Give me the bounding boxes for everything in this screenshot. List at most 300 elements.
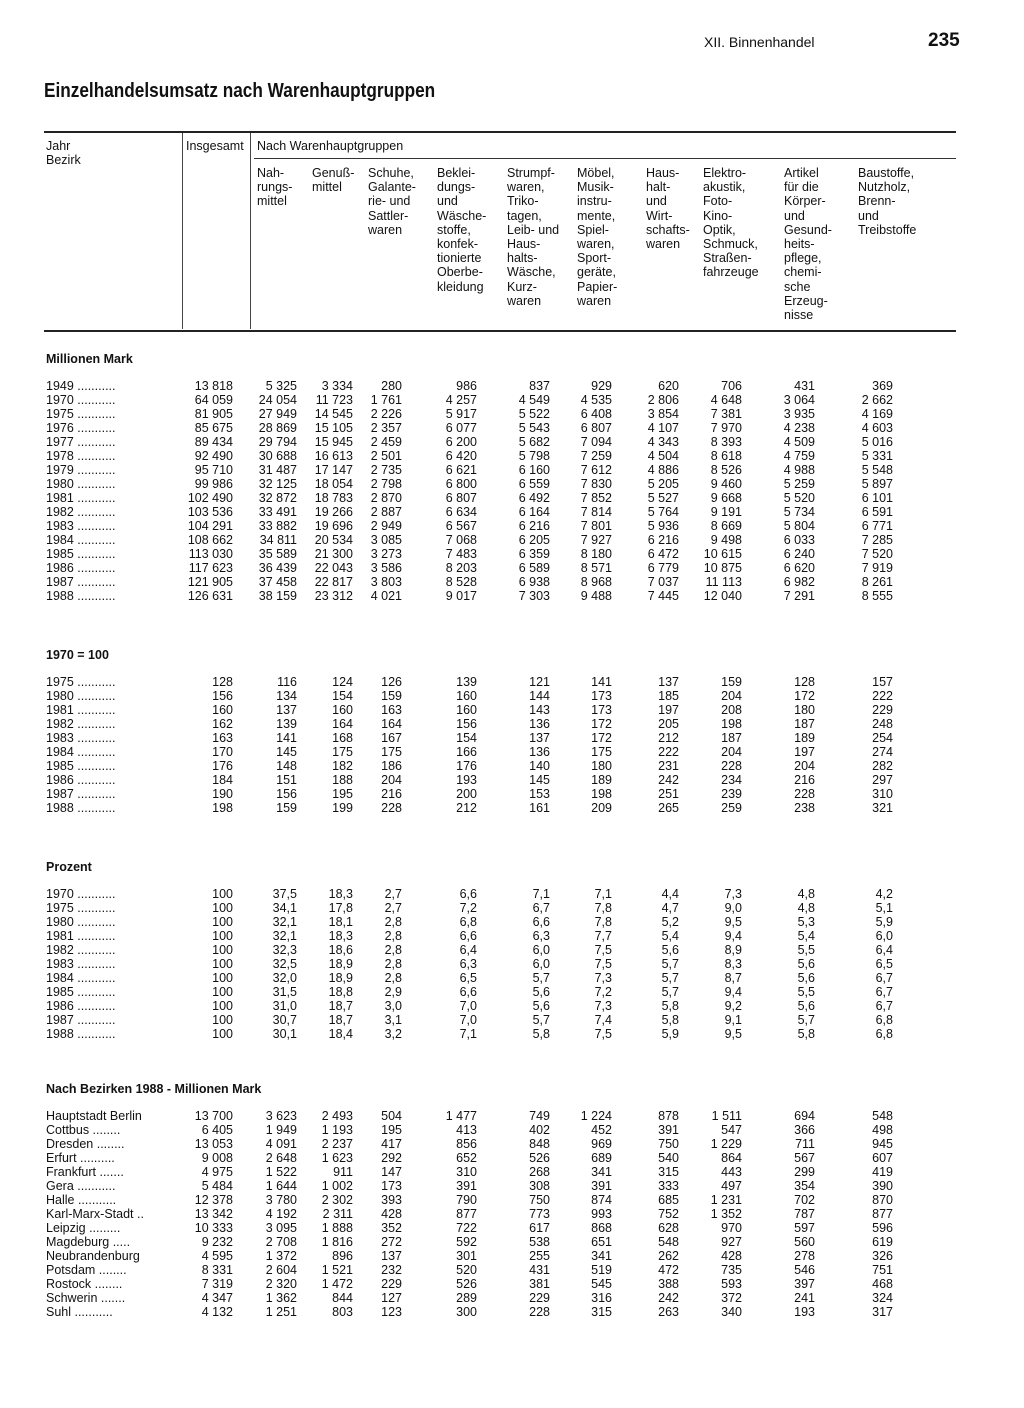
cell-value: 4 504 <box>647 449 679 463</box>
row-label: Magdeburg ..... <box>46 1235 131 1249</box>
cell-value: 18,9 <box>328 957 353 971</box>
category-header-7: Haus- halt- und Wirt- schafts- waren <box>646 166 690 252</box>
cell-value: 2 735 <box>370 463 402 477</box>
cell-value: 36 439 <box>258 561 297 575</box>
cell-value: 4 169 <box>861 407 893 421</box>
cell-value: 1 229 <box>710 1137 742 1151</box>
cell-value: 33 882 <box>258 519 297 533</box>
cell-value: 6 101 <box>861 491 893 505</box>
cell-value: 121 <box>529 675 550 689</box>
cell-value: 136 <box>529 717 550 731</box>
cell-value: 32,1 <box>272 929 297 943</box>
cell-value: 5,7 <box>532 971 550 985</box>
cell-value: 229 <box>529 1291 550 1305</box>
cell-value: 124 <box>332 675 353 689</box>
group-header: Nach Warenhauptgruppen <box>257 139 404 153</box>
cell-value: 8 669 <box>710 519 742 533</box>
cell-value: 413 <box>456 1123 477 1137</box>
cell-value: 402 <box>529 1123 550 1137</box>
cell-value: 2 648 <box>265 1151 297 1165</box>
cell-value: 341 <box>591 1249 612 1263</box>
cell-value: 321 <box>872 801 893 815</box>
cell-value: 9 191 <box>710 505 742 519</box>
cell-value: 2,8 <box>384 929 402 943</box>
table-row <box>0 999 1024 1013</box>
cell-value: 7 801 <box>580 519 612 533</box>
cell-value: 4 535 <box>580 393 612 407</box>
cell-value: 199 <box>332 801 353 815</box>
cell-value: 773 <box>529 1207 550 1221</box>
cell-value: 391 <box>658 1123 679 1137</box>
cell-value: 388 <box>658 1277 679 1291</box>
table-row <box>0 1165 1024 1179</box>
cell-value: 234 <box>721 773 742 787</box>
row-label: 1980 ........... <box>46 477 116 491</box>
table-row <box>0 491 1024 505</box>
cell-value: 7,4 <box>594 1013 612 1027</box>
cell-value: 1 352 <box>710 1207 742 1221</box>
cell-value: 2,8 <box>384 957 402 971</box>
cell-value: 1 477 <box>445 1109 477 1123</box>
cell-value: 4 347 <box>201 1291 233 1305</box>
cell-value: 18,3 <box>328 887 353 901</box>
table-row <box>0 971 1024 985</box>
cell-value: 6 077 <box>445 421 477 435</box>
cell-value: 204 <box>381 773 402 787</box>
table-row <box>0 1193 1024 1207</box>
table-row <box>0 1305 1024 1319</box>
cell-value: 141 <box>276 731 297 745</box>
cell-value: 2 459 <box>370 435 402 449</box>
cell-value: 711 <box>795 1137 815 1151</box>
cell-value: 7,3 <box>594 999 612 1013</box>
cell-value: 8 555 <box>861 589 893 603</box>
cell-value: 5,4 <box>797 929 815 943</box>
cell-value: 6,8 <box>875 1013 893 1027</box>
cell-value: 5 936 <box>647 519 679 533</box>
cell-value: 6,5 <box>459 971 477 985</box>
cell-value: 228 <box>381 801 402 815</box>
cell-value: 180 <box>794 703 815 717</box>
cell-value: 6 938 <box>518 575 550 589</box>
cell-value: 1 522 <box>265 1165 297 1179</box>
cell-value: 64 059 <box>194 393 233 407</box>
cell-value: 229 <box>872 703 893 717</box>
cell-value: 7 094 <box>580 435 612 449</box>
cell-value: 6,8 <box>459 915 477 929</box>
row-label: Karl-Marx-Stadt .. <box>46 1207 144 1221</box>
cell-value: 310 <box>872 787 893 801</box>
cell-value: 1 644 <box>265 1179 297 1193</box>
table-row <box>0 1291 1024 1305</box>
table-row <box>0 759 1024 773</box>
row-label: 1976 ........... <box>46 421 116 435</box>
cell-value: 317 <box>872 1305 893 1319</box>
cell-value: 6,5 <box>875 957 893 971</box>
cell-value: 431 <box>529 1263 550 1277</box>
category-header-1: Nah- rungs- mittel <box>257 166 293 209</box>
cell-value: 126 <box>381 675 402 689</box>
cell-value: 546 <box>794 1263 815 1277</box>
cell-value: 187 <box>721 731 742 745</box>
cell-value: 428 <box>721 1249 742 1263</box>
cell-value: 9 008 <box>201 1151 233 1165</box>
cell-value: 4 107 <box>647 421 679 435</box>
cell-value: 7 830 <box>580 477 612 491</box>
cell-value: 100 <box>212 985 233 999</box>
cell-value: 100 <box>212 943 233 957</box>
cell-value: 540 <box>658 1151 679 1165</box>
table-row <box>0 477 1024 491</box>
cell-value: 100 <box>212 1027 233 1041</box>
cell-value: 9 668 <box>710 491 742 505</box>
cell-value: 545 <box>591 1277 612 1291</box>
category-header-9: Artikel für die Körper- und Gesund- heits- pflege, chemi- sche Erzeug- nisse <box>784 166 832 323</box>
cell-value: 6 982 <box>783 575 815 589</box>
table-title: Einzelhandelsumsatz nach Warenhauptgruppen <box>44 80 436 102</box>
row-label: Cottbus ........ <box>46 1123 121 1137</box>
row-label: Hauptstadt Berlin <box>46 1109 142 1123</box>
table-top-rule <box>44 131 956 133</box>
cell-value: 113 030 <box>188 547 233 561</box>
cell-value: 172 <box>794 689 815 703</box>
table-row <box>0 421 1024 435</box>
cell-value: 6,4 <box>459 943 477 957</box>
cell-value: 393 <box>381 1193 402 1207</box>
cell-value: 4,4 <box>661 887 679 901</box>
cell-value: 1 193 <box>321 1123 353 1137</box>
cell-value: 6 559 <box>518 477 550 491</box>
cell-value: 5 484 <box>201 1179 233 1193</box>
cell-value: 6 216 <box>518 519 550 533</box>
cell-value: 6 164 <box>518 505 550 519</box>
cell-value: 6,4 <box>875 943 893 957</box>
cell-value: 2 226 <box>370 407 402 421</box>
table-row <box>0 463 1024 477</box>
cell-value: 9,2 <box>724 999 742 1013</box>
cell-value: 2 806 <box>647 393 679 407</box>
table-row <box>0 1207 1024 1221</box>
cell-value: 1 816 <box>321 1235 353 1249</box>
cell-value: 8 968 <box>580 575 612 589</box>
cell-value: 187 <box>794 717 815 731</box>
cell-value: 7,3 <box>724 887 742 901</box>
cell-value: 945 <box>872 1137 893 1151</box>
cell-value: 497 <box>721 1179 742 1193</box>
category-header-5: Strumpf- waren, Triko- tagen, Leib- und Haus- halts- Wäsche, Kurz- waren <box>507 166 560 308</box>
row-label: 1987 ........... <box>46 1013 116 1027</box>
row-label: 1988 ........... <box>46 589 116 603</box>
cell-value: 100 <box>212 901 233 915</box>
cell-value: 263 <box>658 1305 679 1319</box>
cell-value: 173 <box>591 689 612 703</box>
table-row <box>0 801 1024 815</box>
cell-value: 597 <box>794 1221 815 1235</box>
cell-value: 18,4 <box>328 1027 353 1041</box>
cell-value: 3 085 <box>370 533 402 547</box>
cell-value: 5 798 <box>518 449 550 463</box>
cell-value: 520 <box>456 1263 477 1277</box>
cell-value: 3 935 <box>783 407 815 421</box>
cell-value: 3 095 <box>265 1221 297 1235</box>
cell-value: 2 604 <box>265 1263 297 1277</box>
row-label: 1975 ........... <box>46 901 116 915</box>
cell-value: 172 <box>591 717 612 731</box>
cell-value: 315 <box>591 1305 612 1319</box>
row-label: Schwerin ....... <box>46 1291 126 1305</box>
cell-value: 212 <box>658 731 679 745</box>
row-label: 1984 ........... <box>46 533 116 547</box>
cell-value: 1 949 <box>265 1123 297 1137</box>
cell-value: 6 359 <box>518 547 550 561</box>
cell-value: 4,8 <box>797 887 815 901</box>
cell-value: 567 <box>794 1151 815 1165</box>
cell-value: 6 240 <box>783 547 815 561</box>
cell-value: 6 771 <box>861 519 893 533</box>
cell-value: 176 <box>212 759 233 773</box>
cell-value: 7,0 <box>459 1013 477 1027</box>
cell-value: 137 <box>381 1249 402 1263</box>
cell-value: 874 <box>591 1193 612 1207</box>
cell-value: 2,7 <box>384 887 402 901</box>
table-row <box>0 575 1024 589</box>
cell-value: 6,3 <box>532 929 550 943</box>
cell-value: 18,3 <box>328 929 353 943</box>
cell-value: 108 662 <box>187 533 233 547</box>
row-label: 1970 ........... <box>46 887 116 901</box>
cell-value: 242 <box>658 1291 679 1305</box>
cell-value: 6 216 <box>647 533 679 547</box>
cell-value: 167 <box>381 731 402 745</box>
cell-value: 7 483 <box>445 547 477 561</box>
cell-value: 8,9 <box>724 943 742 957</box>
cell-value: 6 779 <box>647 561 679 575</box>
table-row <box>0 943 1024 957</box>
cell-value: 316 <box>591 1291 612 1305</box>
cell-value: 205 <box>658 717 679 731</box>
cell-value: 12 378 <box>194 1193 233 1207</box>
cell-value: 89 434 <box>194 435 233 449</box>
cell-value: 5 917 <box>445 407 477 421</box>
cell-value: 685 <box>658 1193 679 1207</box>
cell-value: 259 <box>721 801 742 815</box>
cell-value: 8 203 <box>445 561 477 575</box>
cell-value: 11 723 <box>315 393 353 407</box>
cell-value: 198 <box>591 787 612 801</box>
cell-value: 5,3 <box>797 915 815 929</box>
cell-value: 160 <box>456 689 477 703</box>
row-label: 1975 ........... <box>46 675 116 689</box>
cell-value: 5,6 <box>797 971 815 985</box>
table-row <box>0 1221 1024 1235</box>
cell-value: 9,0 <box>724 901 742 915</box>
cell-value: 750 <box>658 1137 679 1151</box>
cell-value: 9,4 <box>724 929 742 943</box>
cell-value: 229 <box>381 1277 402 1291</box>
cell-value: 128 <box>212 675 233 689</box>
cell-value: 100 <box>212 929 233 943</box>
cell-value: 340 <box>721 1305 742 1319</box>
table-row <box>0 957 1024 971</box>
cell-value: 870 <box>872 1193 893 1207</box>
cell-value: 7 319 <box>201 1277 233 1291</box>
cell-value: 354 <box>794 1179 815 1193</box>
cell-value: 5 205 <box>647 477 679 491</box>
table-row <box>0 1137 1024 1151</box>
cell-value: 6 807 <box>580 421 612 435</box>
cell-value: 143 <box>529 703 550 717</box>
cell-value: 254 <box>872 731 893 745</box>
cell-value: 182 <box>332 759 353 773</box>
category-header-3: Schuhe, Galante- rie- und Sattler- waren <box>368 166 416 237</box>
cell-value: 6 800 <box>445 477 477 491</box>
cell-value: 787 <box>794 1207 815 1221</box>
table-row <box>0 407 1024 421</box>
cell-value: 504 <box>381 1109 402 1123</box>
cell-value: 102 490 <box>187 491 233 505</box>
table-row <box>0 393 1024 407</box>
cell-value: 248 <box>872 717 893 731</box>
cell-value: 2 501 <box>370 449 402 463</box>
cell-value: 32,5 <box>272 957 297 971</box>
cell-value: 381 <box>529 1277 550 1291</box>
cell-value: 929 <box>591 379 612 393</box>
cell-value: 689 <box>591 1151 612 1165</box>
row-label: 1978 ........... <box>46 449 116 463</box>
cell-value: 2 493 <box>321 1109 353 1123</box>
cell-value: 22 817 <box>314 575 353 589</box>
cell-value: 100 <box>212 957 233 971</box>
cell-value: 289 <box>456 1291 477 1305</box>
cell-value: 173 <box>591 703 612 717</box>
cell-value: 8,3 <box>724 957 742 971</box>
table-row <box>0 915 1024 929</box>
cell-value: 7 927 <box>580 533 612 547</box>
row-label: 1983 ........... <box>46 957 116 971</box>
cell-value: 547 <box>721 1123 742 1137</box>
cell-value: 180 <box>591 759 612 773</box>
cell-value: 28 869 <box>258 421 297 435</box>
cell-value: 366 <box>794 1123 815 1137</box>
cell-value: 7,0 <box>459 999 477 1013</box>
cell-value: 5 522 <box>518 407 550 421</box>
section-title: 1970 = 100 <box>46 648 109 662</box>
cell-value: 548 <box>872 1109 893 1123</box>
cell-value: 878 <box>658 1109 679 1123</box>
table-row <box>0 703 1024 717</box>
table-row <box>0 1123 1024 1137</box>
cell-value: 5,6 <box>532 999 550 1013</box>
cell-value: 2 237 <box>321 1137 353 1151</box>
cell-value: 837 <box>529 379 550 393</box>
cell-value: 18 783 <box>314 491 353 505</box>
cell-value: 272 <box>381 1235 402 1249</box>
cell-value: 228 <box>529 1305 550 1319</box>
cell-value: 310 <box>456 1165 477 1179</box>
cell-value: 14 545 <box>314 407 353 421</box>
cell-value: 159 <box>276 801 297 815</box>
cell-value: 3 334 <box>321 379 353 393</box>
cell-value: 3 064 <box>783 393 815 407</box>
table-row <box>0 745 1024 759</box>
row-label: 1988 ........... <box>46 801 116 815</box>
cell-value: 6,6 <box>459 985 477 999</box>
cell-value: 216 <box>794 773 815 787</box>
cell-value: 560 <box>794 1235 815 1249</box>
table-row <box>0 901 1024 915</box>
cell-value: 7 814 <box>580 505 612 519</box>
cell-value: 209 <box>591 801 612 815</box>
row-label: Neubrandenburg <box>46 1249 140 1263</box>
cell-value: 4 021 <box>370 589 402 603</box>
row-label: 1985 ........... <box>46 985 116 999</box>
cell-value: 993 <box>591 1207 612 1221</box>
cell-value: 9 017 <box>445 589 477 603</box>
cell-value: 5,7 <box>661 985 679 999</box>
cell-value: 5 682 <box>518 435 550 449</box>
row-label: 1980 ........... <box>46 915 116 929</box>
cell-value: 197 <box>658 703 679 717</box>
running-header-section: XII. Binnenhandel <box>704 34 815 50</box>
row-label: Gera ........... <box>46 1179 116 1193</box>
cell-value: 369 <box>872 379 893 393</box>
cell-value: 137 <box>276 703 297 717</box>
cell-value: 6 200 <box>445 435 477 449</box>
cell-value: 197 <box>794 745 815 759</box>
cell-value: 228 <box>721 759 742 773</box>
cell-value: 519 <box>591 1263 612 1277</box>
cell-value: 5 325 <box>265 379 297 393</box>
table-row <box>0 561 1024 575</box>
cell-value: 7,5 <box>594 957 612 971</box>
cell-value: 431 <box>794 379 815 393</box>
cell-value: 239 <box>721 787 742 801</box>
cell-value: 188 <box>332 773 353 787</box>
cell-value: 186 <box>381 759 402 773</box>
cell-value: 222 <box>872 689 893 703</box>
cell-value: 877 <box>456 1207 477 1221</box>
cell-value: 121 905 <box>187 575 233 589</box>
cell-value: 7,1 <box>532 887 550 901</box>
cell-value: 15 105 <box>314 421 353 435</box>
cell-value: 6,7 <box>875 999 893 1013</box>
cell-value: 341 <box>591 1165 612 1179</box>
table-row <box>0 1235 1024 1249</box>
cell-value: 5 259 <box>783 477 815 491</box>
cell-value: 31,0 <box>272 999 297 1013</box>
row-label: 1982 ........... <box>46 943 116 957</box>
cell-value: 222 <box>658 745 679 759</box>
cell-value: 159 <box>381 689 402 703</box>
row-label: 1985 ........... <box>46 547 116 561</box>
cell-value: 8 526 <box>710 463 742 477</box>
cell-value: 164 <box>332 717 353 731</box>
cell-value: 204 <box>721 689 742 703</box>
cell-value: 9,4 <box>724 985 742 999</box>
cell-value: 175 <box>332 745 353 759</box>
cell-value: 17 147 <box>314 463 353 477</box>
cell-value: 160 <box>212 703 233 717</box>
cell-value: 970 <box>721 1221 742 1235</box>
cell-value: 315 <box>658 1165 679 1179</box>
cell-value: 18,9 <box>328 971 353 985</box>
row-label: Rostock ........ <box>46 1277 123 1291</box>
cell-value: 2 708 <box>265 1235 297 1249</box>
cell-value: 204 <box>794 759 815 773</box>
cell-value: 2,8 <box>384 943 402 957</box>
total-header: Insgesamt <box>186 139 244 153</box>
table-row <box>0 887 1024 901</box>
